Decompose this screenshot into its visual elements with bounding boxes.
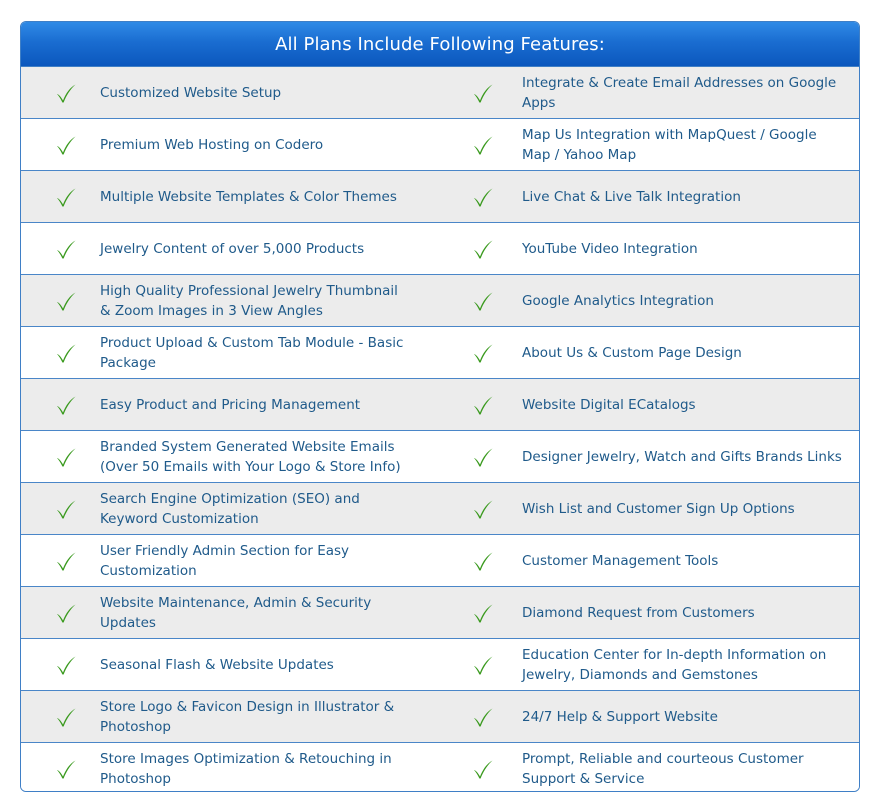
feature-cell-left (21, 171, 440, 222)
feature-cell-left (21, 691, 440, 742)
feature-label: Wish List and Customer Sign Up Options (522, 500, 795, 517)
checkmark-icon (55, 290, 77, 312)
checkmark-icon (55, 602, 77, 624)
checkmark-icon (472, 394, 494, 416)
feature-row (21, 119, 859, 171)
feature-row (21, 327, 859, 379)
checkmark-icon (472, 550, 494, 572)
feature-cell-left (21, 431, 440, 482)
feature-label: YouTube Video Integration (522, 240, 698, 257)
feature-cell-left (21, 639, 440, 690)
feature-row (21, 743, 859, 792)
feature-row (21, 639, 859, 691)
feature-row (21, 171, 859, 223)
feature-row (21, 483, 859, 535)
feature-row (21, 535, 859, 587)
feature-cell-right (440, 119, 859, 170)
feature-label: Website Digital ECatalogs (522, 396, 696, 413)
feature-cell-right (440, 67, 859, 118)
feature-cell-left (21, 327, 440, 378)
checkmark-icon (472, 186, 494, 208)
feature-cell-right (440, 275, 859, 326)
feature-cell-left (21, 535, 440, 586)
feature-cell-right (440, 587, 859, 638)
checkmark-icon (472, 654, 494, 676)
feature-label: Search Engine Optimization (SEO) and Keyword Customization (100, 490, 360, 527)
checkmark-icon (472, 342, 494, 364)
feature-cell-left (21, 119, 440, 170)
checkmark-icon (55, 134, 77, 156)
feature-label: Premium Web Hosting on Codero (100, 136, 324, 153)
feature-label: Branded System Generated Website Emails (Over 50 Emails with Your Logo & Store Info) (100, 438, 401, 475)
checkmark-icon (472, 134, 494, 156)
checkmark-icon (55, 498, 77, 520)
checkmark-icon (472, 602, 494, 624)
checkmark-icon (55, 82, 77, 104)
checkmark-icon (472, 82, 494, 104)
features-panel (20, 21, 860, 792)
feature-label: Product Upload & Custom Tab Module - Basic Package (100, 334, 404, 371)
checkmark-icon (472, 238, 494, 260)
feature-label: Designer Jewelry, Watch and Gifts Brands Links (522, 448, 842, 465)
checkmark-icon (472, 446, 494, 468)
checkmark-icon (55, 342, 77, 364)
feature-label: Integrate & Create Email Addresses on Google Apps (522, 74, 837, 111)
feature-cell-left (21, 743, 440, 792)
feature-cell-left (21, 275, 440, 326)
features-list (21, 67, 859, 792)
feature-label: Multiple Website Templates & Color Themes (100, 188, 397, 205)
feature-cell-right (440, 535, 859, 586)
feature-label: Prompt, Reliable and courteous Customer Support & Service (522, 751, 804, 787)
feature-cell-right (440, 379, 859, 430)
feature-label: Diamond Request from Customers (522, 604, 755, 621)
feature-cell-right (440, 223, 859, 274)
feature-row (21, 691, 859, 743)
checkmark-icon (55, 758, 77, 780)
checkmark-icon (472, 290, 494, 312)
feature-label: Education Center for In-depth Information on Jewelry, Diamonds and Gemstones (522, 646, 827, 683)
checkmark-icon (55, 654, 77, 676)
feature-label: User Friendly Admin Section for Easy Customization (100, 542, 350, 579)
feature-cell-left (21, 587, 440, 638)
checkmark-icon (55, 706, 77, 728)
feature-label: About Us & Custom Page Design (522, 344, 742, 361)
feature-cell-left (21, 379, 440, 430)
feature-label: Jewelry Content of over 5,000 Products (100, 240, 365, 257)
feature-cell-right (440, 327, 859, 378)
feature-cell-left (21, 67, 440, 118)
feature-cell-right (440, 431, 859, 482)
panel-title: All Plans Include Following Features: (21, 22, 859, 67)
feature-row (21, 379, 859, 431)
checkmark-icon (55, 550, 77, 572)
feature-label: Store Images Optimization & Retouching in Photoshop (100, 751, 392, 787)
feature-label: Easy Product and Pricing Management (100, 396, 361, 413)
feature-label: High Quality Professional Jewelry Thumbnail & Zoom Images in 3 View Angles (100, 282, 398, 319)
feature-cell-left (21, 483, 440, 534)
checkmark-icon (472, 706, 494, 728)
checkmark-icon (472, 758, 494, 780)
feature-label: Store Logo & Favicon Design in Illustrator & Photoshop (100, 698, 395, 735)
feature-label: Website Maintenance, Admin & Security Updates (100, 594, 372, 631)
feature-cell-left (21, 223, 440, 274)
checkmark-icon (55, 238, 77, 260)
feature-row (21, 431, 859, 483)
feature-row (21, 67, 859, 119)
feature-label: Seasonal Flash & Website Updates (100, 656, 334, 673)
feature-label: Customized Website Setup (100, 84, 282, 101)
feature-label: Google Analytics Integration (522, 292, 714, 309)
feature-cell-right (440, 483, 859, 534)
feature-row (21, 275, 859, 327)
feature-cell-right (440, 639, 859, 690)
feature-cell-right (440, 171, 859, 222)
feature-cell-right (440, 691, 859, 742)
checkmark-icon (55, 446, 77, 468)
feature-label: Live Chat & Live Talk Integration (522, 188, 741, 205)
feature-label: 24/7 Help & Support Website (522, 708, 718, 725)
feature-row (21, 223, 859, 275)
checkmark-icon (55, 394, 77, 416)
checkmark-icon (472, 498, 494, 520)
checkmark-icon (55, 186, 77, 208)
feature-cell-right (440, 743, 859, 792)
feature-label: Customer Management Tools (522, 552, 719, 569)
feature-row (21, 587, 859, 639)
feature-label: Map Us Integration with MapQuest / Google Map / Yahoo Map (522, 126, 817, 163)
